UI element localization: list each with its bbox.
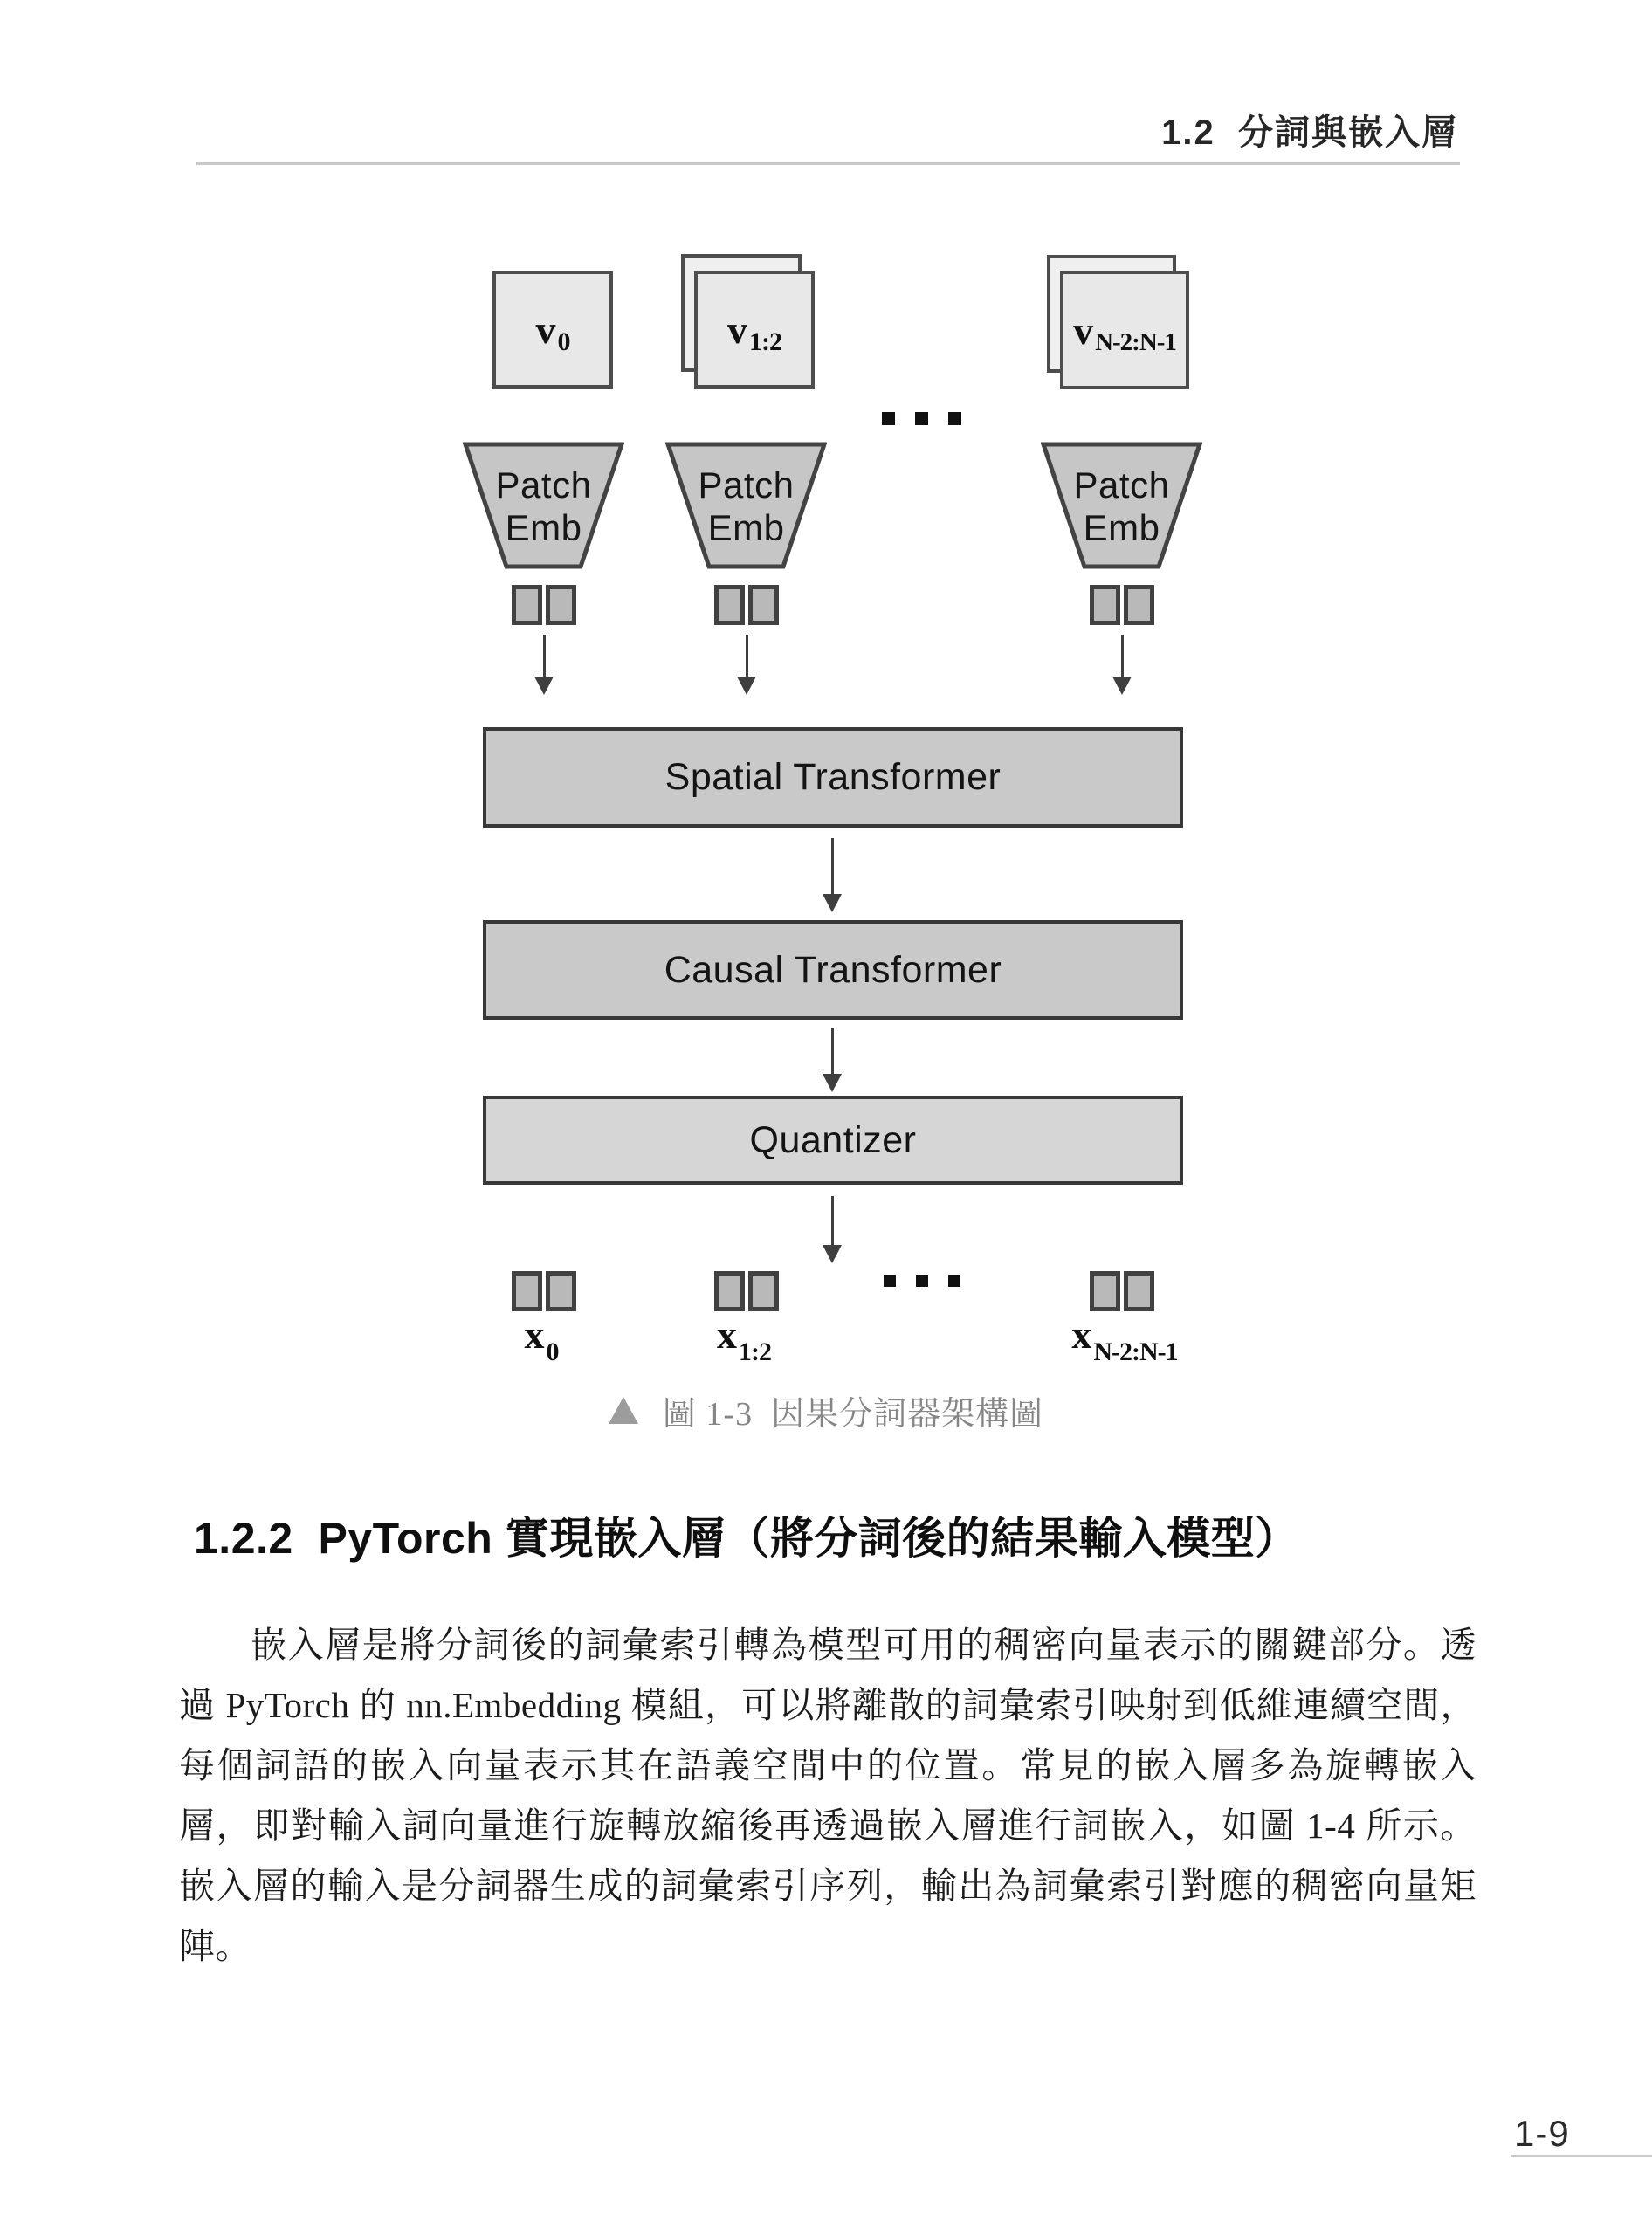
running-header: 1.2 分詞與嵌入層 xyxy=(1161,113,1458,152)
block-label: Quantizer xyxy=(749,1118,917,1161)
header-rule xyxy=(196,162,1460,165)
patch-emb-label: Patch Emb xyxy=(1073,464,1170,548)
output-label-x1-2: x1:2 xyxy=(717,1312,771,1366)
dot xyxy=(884,1275,896,1287)
token-pair xyxy=(512,585,576,625)
footer-rule xyxy=(1511,2155,1652,2157)
var-base: v xyxy=(727,307,747,352)
var-sub: 1:2 xyxy=(749,327,781,356)
dot xyxy=(882,412,895,425)
token xyxy=(1124,1271,1154,1311)
down-arrow xyxy=(533,635,554,695)
token xyxy=(748,1271,779,1311)
dot xyxy=(916,1275,928,1287)
token xyxy=(748,585,779,625)
card-label xyxy=(698,274,811,385)
down-arrow xyxy=(822,838,843,912)
dot xyxy=(915,412,928,425)
card xyxy=(492,271,613,389)
patch-emb-trapezoid-2 xyxy=(665,442,827,569)
quantizer-box xyxy=(483,1096,1183,1185)
token xyxy=(1090,585,1120,625)
card xyxy=(1060,271,1189,389)
token-pair xyxy=(714,585,779,625)
token xyxy=(546,585,576,625)
block-label: Causal Transformer xyxy=(664,948,1002,991)
output-token-pair xyxy=(512,1271,576,1311)
var-sub: 0 xyxy=(557,327,570,356)
patch-emb-label: Patch Emb xyxy=(698,464,795,548)
card xyxy=(694,271,815,389)
block-label: Spatial Transformer xyxy=(664,756,1002,798)
token xyxy=(714,1271,745,1311)
card-label xyxy=(1063,274,1186,386)
dot xyxy=(948,412,961,425)
token xyxy=(714,585,745,625)
causal-transformer-box xyxy=(483,920,1183,1020)
body-paragraph: 嵌入層是將分詞後的詞彙索引轉為模型可用的稠密向量表示的關鍵部分。透過 PyTorch 的 nn.Embedding 模組，可以將離散的詞彙索引映射到低維連續空間，每個詞語的嵌入向量表示其在語義空間中的位置。常見的嵌入層多為旋轉嵌入層，即對輸入詞向量進行旋轉放縮後再透過嵌入層進行詞嵌入，如圖 1-4 所示。嵌入層的輸入是分詞器生成的詞彙索引序列，輸出為詞彙索引對應的稠密向量矩陣。 xyxy=(179,1625,1476,1966)
var-base: v xyxy=(1073,307,1094,353)
caption-triangle-icon xyxy=(609,1397,638,1424)
token xyxy=(1124,585,1154,625)
token xyxy=(546,1271,576,1311)
page-number: 1-9 xyxy=(1514,2113,1570,2154)
token xyxy=(512,1271,542,1311)
output-token-pair xyxy=(1090,1271,1154,1311)
patch-emb-trapezoid-3 xyxy=(1041,442,1202,569)
token xyxy=(1090,1271,1120,1311)
down-arrow xyxy=(822,1196,843,1263)
down-arrow xyxy=(736,635,757,695)
output-token-pair xyxy=(714,1271,779,1311)
figure-caption xyxy=(0,1386,1652,1434)
section-heading: 1.2.2 PyTorch 實現嵌入層（將分詞後的結果輸入模型） xyxy=(194,1514,1299,1563)
down-arrow xyxy=(1112,635,1132,695)
patch-emb-trapezoid-1 xyxy=(463,442,624,569)
down-arrow xyxy=(822,1028,843,1092)
token xyxy=(512,585,542,625)
card-label xyxy=(496,274,609,385)
dot xyxy=(948,1275,960,1287)
caption-text: 圖 1-3 因果分詞器架構圖 xyxy=(662,1396,1044,1433)
ellipsis-dots-top xyxy=(882,412,961,425)
var-base: v xyxy=(535,307,556,352)
token-pair xyxy=(1090,585,1154,625)
output-label-xN: xN-2:N-1 xyxy=(1071,1312,1178,1366)
spatial-transformer-box xyxy=(483,727,1183,828)
var-sub: N-2:N-1 xyxy=(1095,327,1176,356)
patch-emb-label: Patch Emb xyxy=(495,464,592,548)
output-label-x0: x0 xyxy=(524,1312,559,1366)
ellipsis-dots-bottom xyxy=(884,1275,960,1287)
